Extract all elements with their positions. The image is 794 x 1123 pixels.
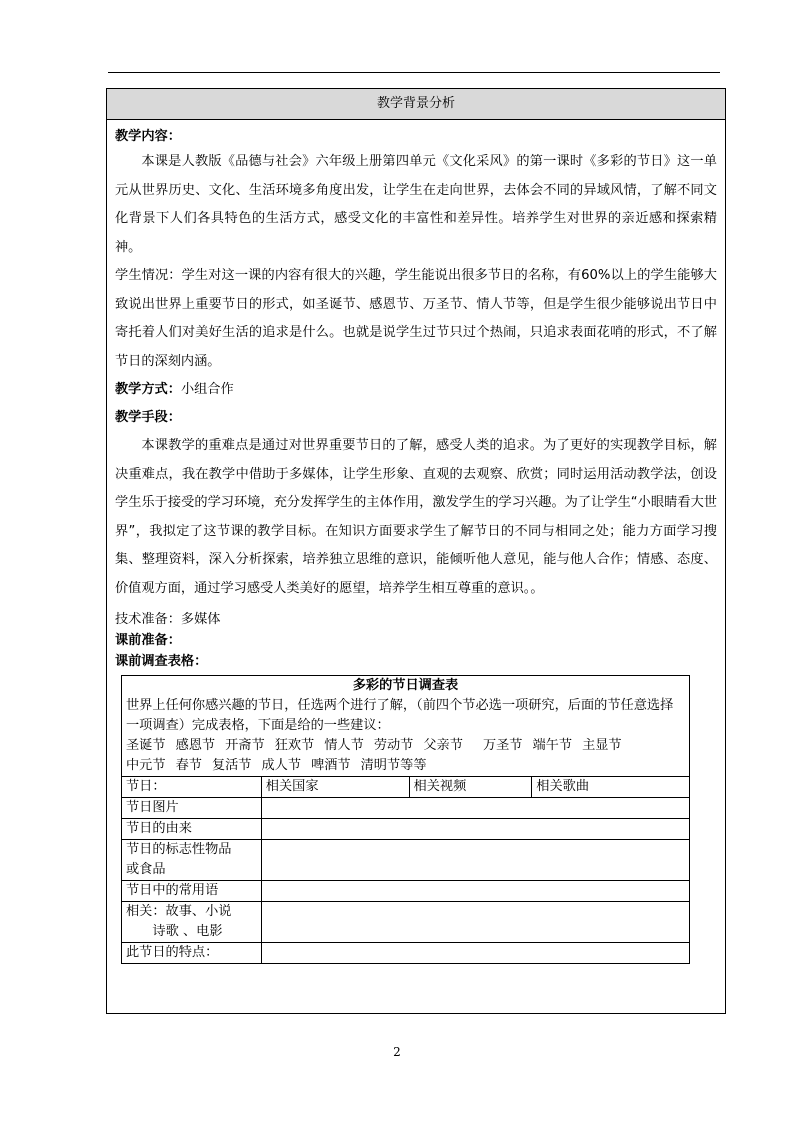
row-label — [122, 840, 262, 881]
teaching-content-heading: 教学内容： — [115, 129, 181, 144]
survey-column-headers — [122, 777, 690, 798]
row-input-cell[interactable] — [261, 902, 689, 943]
row-input-cell[interactable] — [261, 943, 689, 964]
row-label: 节日的由来 — [122, 819, 262, 840]
teaching-method — [115, 376, 717, 404]
festival-item: 狂欢节 — [274, 738, 315, 753]
row-label — [122, 902, 262, 943]
col-videos: 相关视频 — [409, 777, 532, 798]
teaching-means-text: 本课教学的重难点是通过对世界重要节日的了解，感受人类的追求。为了更好的实现教学目标，解决重难点，我在教学中借助于多媒体，让学生形象、直观的去观察、欣赏；同时运用活动教学法，创设学生乐于接受的学习环境，充分发挥学生的主体作用，激发学生的学习兴趣。为了让学生“小眼睛看大世界”，我拟定了这节课的教学目标。在知识方面要求学生了解节日的不同与相同之处；能力方面学习搜集、整理资料，深入分析探索，培养独立思维的意识，能倾听他人意见，能与他人合作；情感、态度、价值观方面，通过学习感受人类美好的愿望，培养学生相互尊重的意识。。 — [115, 438, 717, 596]
table-row — [122, 902, 690, 943]
row-label-line: 诗歌 、电影 — [152, 924, 223, 939]
survey-intro: 世界上任何你感兴趣的节日，任选两个进行了解，（前四个节必选一项研究，后面的节任意选择一项调查）完成表格，下面是给的一些建议： — [126, 698, 674, 733]
festival-item: 开斋节 — [225, 738, 265, 753]
festival-survey-table — [121, 675, 690, 964]
festival-item: 中元节 — [126, 758, 166, 773]
section-title: 教学背景分析 — [107, 89, 725, 120]
festival-item: 清明节等等 — [360, 758, 427, 773]
col-festival: 节日： — [122, 777, 262, 798]
festival-suggestions-row1 — [126, 736, 685, 756]
teaching-means-heading: 教学手段： — [115, 410, 181, 425]
background-analysis-box — [106, 88, 726, 1014]
festival-item: 父亲节 — [423, 738, 463, 753]
festival-item: 万圣节 — [482, 738, 523, 753]
festival-item: 啤酒节 — [311, 758, 351, 773]
survey-title: 多彩的节日调查表 — [352, 678, 459, 693]
teaching-method-value: 小组合作 — [180, 382, 234, 397]
row-label-line: 相关：故事、小说 — [126, 904, 232, 919]
festival-item: 主显节 — [582, 738, 622, 753]
festival-item: 圣诞节 — [126, 738, 166, 753]
col-songs: 相关歌曲 — [532, 777, 690, 798]
table-row — [122, 840, 690, 881]
row-label: 节日图片 — [122, 798, 262, 819]
page-number: 2 — [393, 1045, 401, 1059]
table-row — [122, 819, 690, 840]
pre-class-prep: 课前准备： — [115, 633, 181, 648]
section-content — [107, 120, 725, 964]
row-label: 此节日的特点： — [122, 943, 262, 964]
tech-prep: 技术准备：多媒体 — [115, 612, 221, 627]
festival-item: 成人节 — [261, 758, 302, 773]
survey-label: 课前调查表格： — [115, 654, 208, 669]
header-rule — [108, 72, 720, 73]
student-situation-text: 学生情况：学生对这一课的内容有很大的兴趣，学生能说出很多节日的名称，有60%以上的学生能够大致说出世界上重要节日的形式，如圣诞节、感恩节、万圣节、情人节等，但是学生很少能够说出节日中寄托着人们对美好生活的追求是什么。也就是说学生过节只过个热闹，只追求表面花哨的形式，不了解节日的深刻内涵。 — [115, 268, 717, 369]
teaching-content-text: 本课是人教版《品德与社会》六年级上册第四单元《文化采风》的第一课时《多彩的节日》这一单元从世界历史、文化、生活环境多角度出发，让学生在走向世界，去体会不同的异域风情，了解不同文化背景下人们各具特色的生活方式，感受文化的丰富性和差异性。培养学生对世界的亲近感和探索精神。 — [115, 154, 717, 255]
row-input-cell[interactable] — [261, 819, 689, 840]
festival-item: 劳动节 — [373, 738, 414, 753]
row-label-line: 节日的标志性物品 — [126, 842, 232, 857]
festival-item: 复活节 — [211, 758, 252, 773]
row-label: 节日中的常用语 — [122, 881, 262, 902]
table-row — [122, 943, 690, 964]
table-row — [122, 798, 690, 819]
row-label-line: 或食品 — [126, 862, 166, 877]
festival-item: 端午节 — [532, 738, 573, 753]
col-countries: 相关国家 — [261, 777, 409, 798]
row-input-cell[interactable] — [261, 798, 689, 819]
survey-header-cell — [122, 676, 690, 777]
teaching-method-label: 教学方式： — [115, 382, 181, 397]
festival-item: 春节 — [175, 758, 202, 773]
row-input-cell[interactable] — [261, 881, 689, 902]
festival-item: 感恩节 — [175, 738, 216, 753]
festival-item: 情人节 — [324, 738, 364, 753]
row-input-cell[interactable] — [261, 840, 689, 881]
festival-suggestions-row2 — [126, 756, 685, 776]
table-row — [122, 881, 690, 902]
